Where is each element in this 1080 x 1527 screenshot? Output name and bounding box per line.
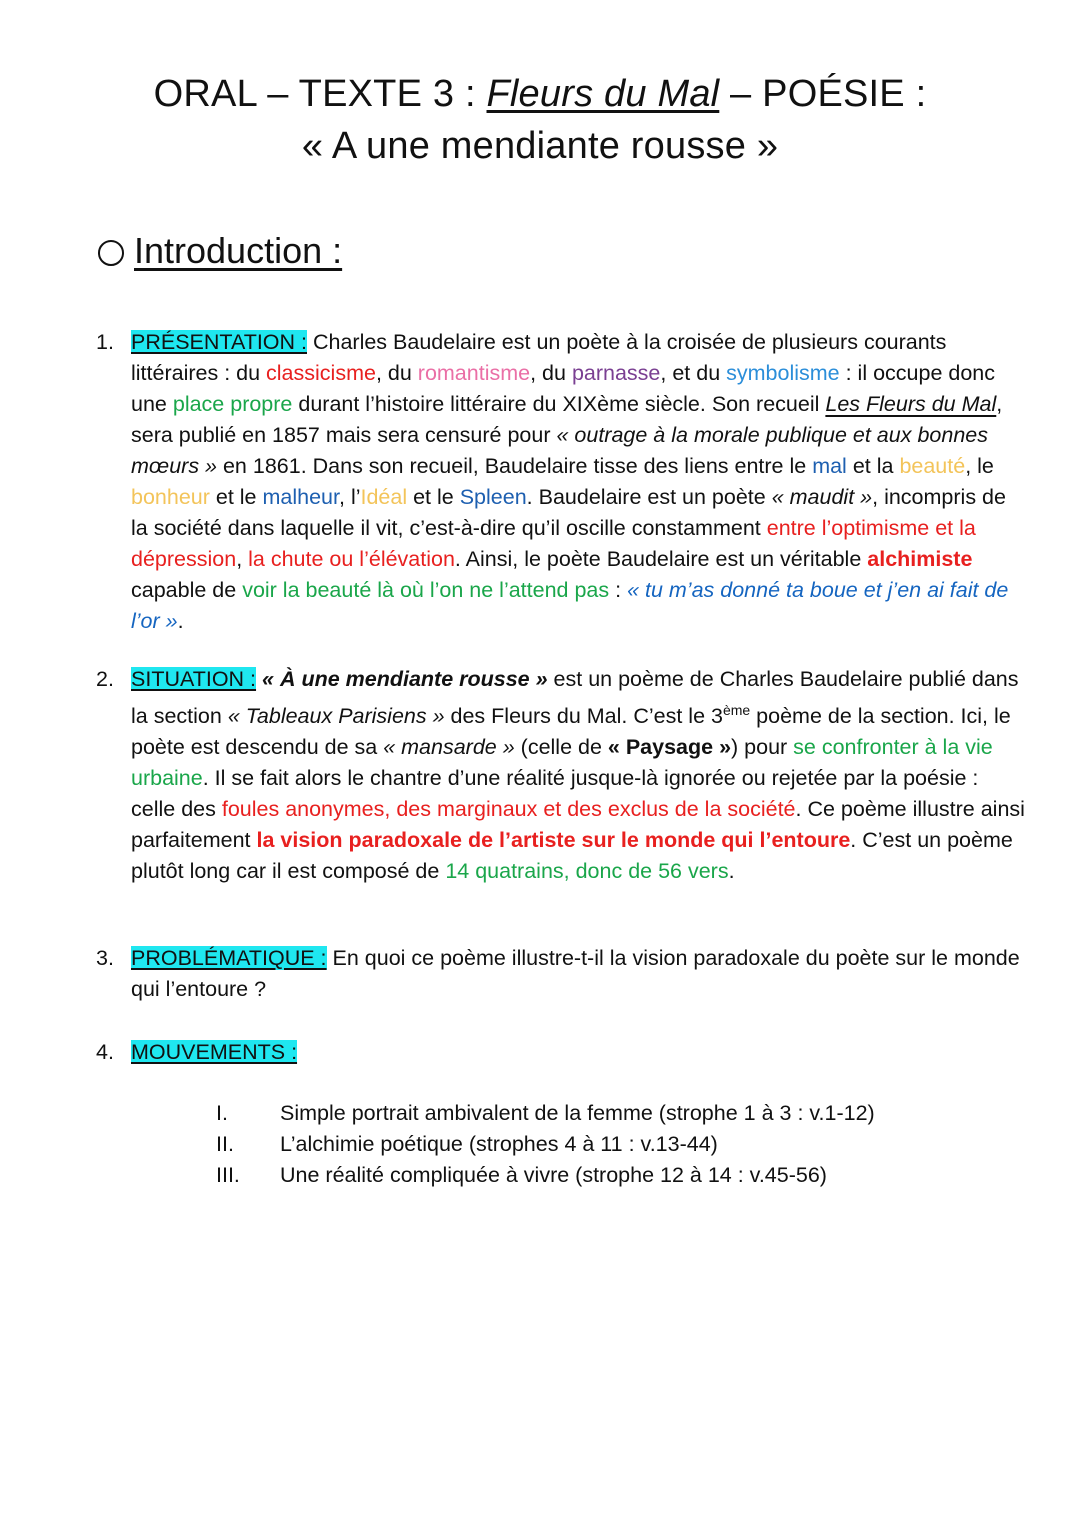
- label-problematique: PROBLÉMATIQUE :: [131, 946, 327, 970]
- movement-item-2: [216, 1129, 718, 1160]
- phrase-foules: foules anonymes, des marginaux et des exclus de la société: [221, 797, 796, 822]
- list-item-situation: [96, 664, 1026, 887]
- text-run: capable de: [131, 578, 243, 602]
- text-run: , sera publié en 1857 mais sera censuré pour: [131, 392, 1003, 447]
- text-run: , le: [965, 454, 994, 478]
- text-run: . Ainsi, le poète Baudelaire est un véritable: [454, 547, 868, 571]
- superscript-eme: ème: [722, 702, 751, 718]
- text-run: .: [177, 609, 184, 633]
- term-place-propre: place propre: [172, 392, 293, 416]
- label-mouvements: MOUVEMENTS :: [131, 1040, 298, 1064]
- text-run: , et du: [660, 361, 727, 385]
- page-title-line-2: « A une mendiante rousse »: [301, 125, 779, 167]
- movement-text: Une réalité compliquée à vivre (strophe 12 à 14 : v.45-56): [280, 1163, 827, 1187]
- text-run: et le: [407, 485, 460, 509]
- term-classicisme: classicisme: [266, 361, 376, 385]
- quote-mansarde: « mansarde »: [383, 735, 515, 760]
- text-run: , incompris de la société dans laquelle il vit, c’est-à-dire qu’il oscille constamment: [131, 485, 1006, 540]
- movement-numeral: II.: [216, 1132, 234, 1156]
- movement-item-3: [216, 1160, 827, 1191]
- term-alchimiste: alchimiste: [867, 547, 973, 571]
- text-run: , du: [375, 361, 418, 385]
- poem-title: « À une mendiante rousse »: [262, 667, 548, 691]
- term-romantisme: romantisme: [417, 361, 531, 385]
- text-run: . Ce poème illustre ainsi parfaitement: [131, 797, 1025, 853]
- phrase-voir-beaute: voir la beauté là où l’on ne l’attend pas: [242, 578, 610, 602]
- item-number: 3.: [96, 946, 114, 970]
- text-run: durant l’histoire littéraire du XIXème siècle. Son recueil: [292, 392, 826, 416]
- phrase-vision-paradoxale: la vision paradoxale de l’artiste sur le monde qui l’entoure: [256, 828, 851, 853]
- text-run: . C’est un poème plutôt long car il est composé de: [131, 828, 1013, 884]
- introduction-heading-text: Introduction :: [134, 230, 343, 271]
- list-item-presentation: [96, 327, 1026, 637]
- movement-text: Simple portrait ambivalent de la femme (strophe 1 à 3 : v.1-12): [280, 1101, 875, 1125]
- text-run: (celle de: [514, 735, 608, 760]
- text-run: poème de la section. Ici, le poète est descendu de sa: [131, 704, 1011, 760]
- section-title: « Tableaux Parisiens »: [227, 704, 445, 729]
- term-spleen: Spleen: [459, 485, 527, 509]
- list-item-mouvements: [96, 1037, 1026, 1068]
- movement-numeral: I.: [216, 1101, 228, 1125]
- title-work-name: Fleurs du Mal: [486, 73, 720, 115]
- quote-paysage: « Paysage »: [607, 735, 732, 760]
- text-run: . Baudelaire est un poète: [526, 485, 772, 509]
- quote-boue-or: « tu m’as donné ta boue et j’en ai fait de l’or »: [131, 578, 1009, 633]
- term-beaute: beauté: [899, 454, 966, 478]
- list-item-problematique: [96, 943, 1026, 1005]
- label-presentation: PRÉSENTATION :: [131, 330, 307, 354]
- text-run: ,: [236, 547, 249, 571]
- text-run: , l’: [339, 485, 361, 509]
- title-suffix: – POÉSIE :: [719, 73, 927, 115]
- term-malheur: malheur: [262, 485, 339, 509]
- text-run: . Il se fait alors le chantre d’une réalité jusque-là ignorée ou rejetée par la poésie : celle des: [131, 766, 979, 822]
- text-run: des Fleurs du Mal. C’est le 3: [444, 704, 723, 729]
- movement-item-1: [216, 1098, 875, 1129]
- term-symbolisme: symbolisme: [726, 361, 840, 385]
- problematique-paragraph: [131, 943, 1026, 1005]
- text-run: : il occupe donc une: [131, 361, 996, 416]
- situation-paragraph: [131, 664, 1026, 887]
- movement-text: L’alchimie poétique (strophes 4 à 11 : v.13-44): [280, 1132, 718, 1156]
- text-run: :: [609, 578, 628, 602]
- item-number: 2.: [96, 667, 114, 691]
- text-run: et le: [209, 485, 263, 509]
- presentation-paragraph: [131, 327, 1026, 637]
- term-parnasse: parnasse: [571, 361, 661, 385]
- text-run: Charles Baudelaire est un poète à la croisée de plusieurs courants littéraires : du: [131, 330, 947, 385]
- phrase-quatrains: 14 quatrains, donc de 56 vers: [445, 859, 729, 884]
- title-prefix: ORAL – TEXTE 3 :: [153, 73, 487, 115]
- section-heading-introduction: [98, 226, 342, 276]
- quote-outrage: « outrage à la morale publique et aux bonnes mœurs »: [131, 423, 988, 478]
- movement-numeral: III.: [216, 1163, 240, 1187]
- term-bonheur: bonheur: [131, 485, 210, 509]
- text-run: En quoi ce poème illustre-t-il la vision paradoxale du poète sur le monde qui l’entoure ?: [131, 946, 1020, 1001]
- text-run: , du: [530, 361, 572, 385]
- item-number: 4.: [96, 1040, 114, 1064]
- text-run: .: [728, 859, 735, 884]
- phrase-vie-urbaine: se confronter à la vie urbaine: [131, 735, 993, 791]
- phrase-optimisme-depression: entre l’optimisme et la dépression: [131, 516, 976, 571]
- bullet-circle-icon: [98, 240, 124, 266]
- work-title: Les Fleurs du Mal: [825, 392, 997, 416]
- text-run: et la: [846, 454, 900, 478]
- quote-maudit: « maudit »: [771, 485, 873, 509]
- label-situation: SITUATION :: [131, 667, 257, 691]
- phrase-chute-elevation: la chute ou l’élévation: [248, 547, 455, 571]
- text-run: ) pour: [731, 735, 794, 760]
- page-title-line-1: [0, 68, 1080, 120]
- mouvements-paragraph: [131, 1037, 1026, 1068]
- item-number: 1.: [96, 330, 114, 354]
- term-mal: mal: [812, 454, 847, 478]
- text-run: est un poème de Charles Baudelaire publié dans la section: [131, 667, 1019, 729]
- text-run: en 1861. Dans son recueil, Baudelaire tisse des liens entre le: [217, 454, 813, 478]
- term-ideal: Idéal: [360, 485, 408, 509]
